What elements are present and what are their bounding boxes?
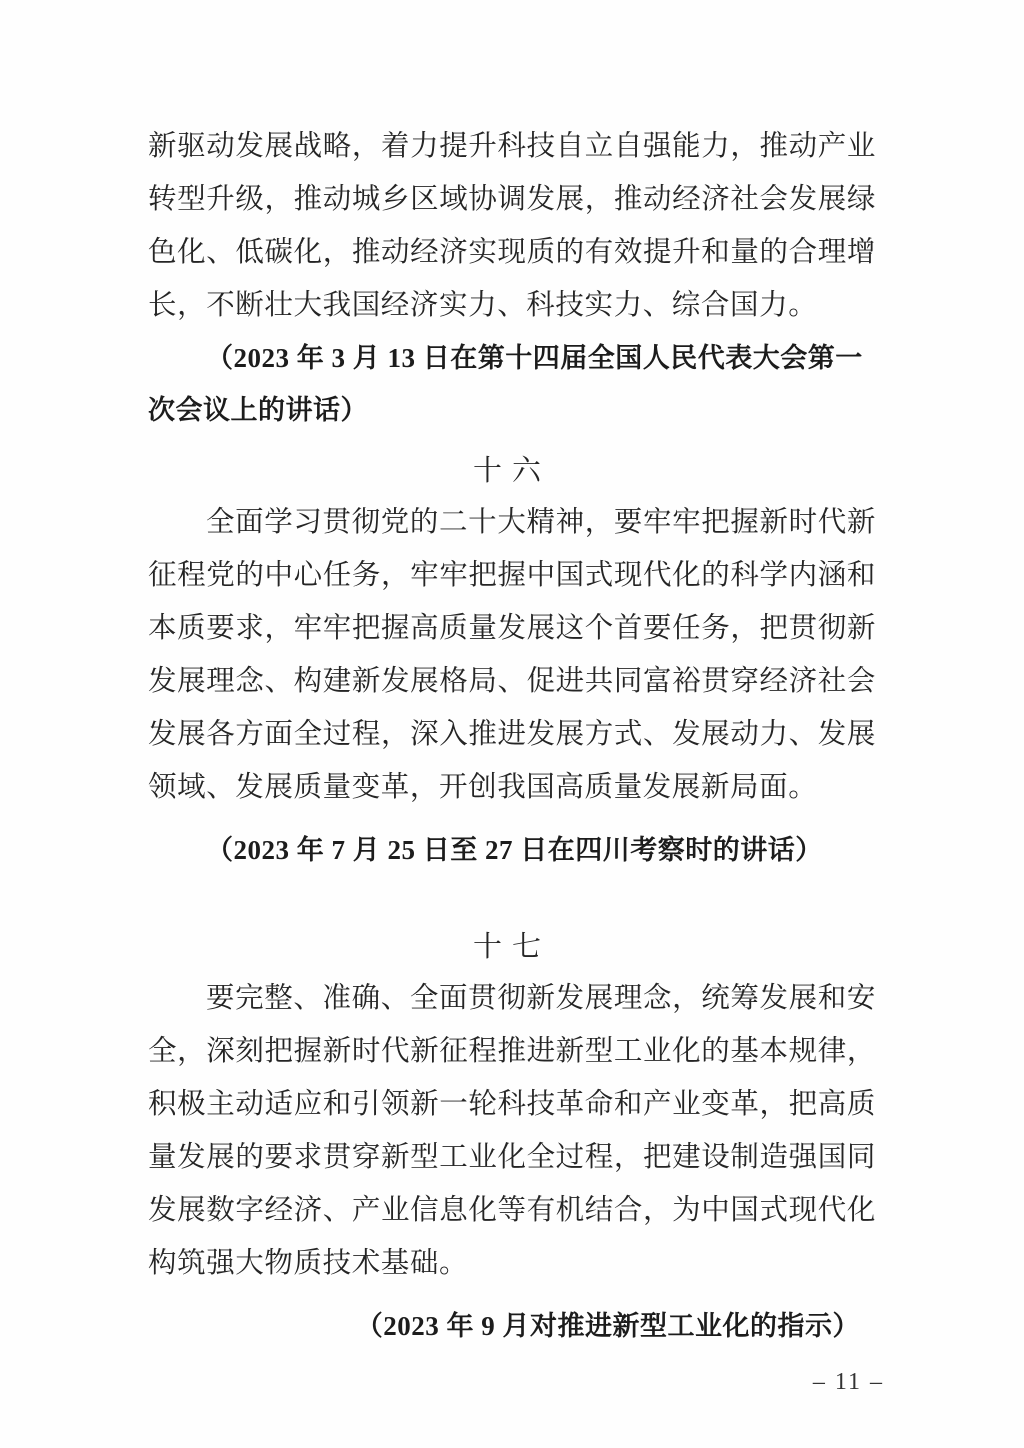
- paragraph-section-seventeen: 要完整、准确、全面贯彻新发展理念，统筹发展和安全，深刻把握新时代新征程推进新型工业化的基本规律，积极主动适应和引领新一轮科技革命和产业变革，把高质量发展的要求贯穿新型工业化全过程，把建设制造强国同发展数字经济、产业信息化等有机结合，为中国式现代化构筑强大物质技术基础。: [148, 983, 876, 1279]
- paragraph-section-sixteen: 全面学习贯彻党的二十大精神，要牢牢把握新时代新征程党的中心任务，牢牢把握中国式现代化的科学内涵和本质要求，牢牢把握高质量发展这个首要任务，把贯彻新发展理念、构建新发展格局、促进共同富裕贯穿经济社会发展各方面全过程，深入推进发展方式、发展动力、发展领域、发展质量变革，开创我国高质量发展新局面。: [148, 507, 876, 803]
- spacer: [148, 814, 876, 824]
- spacer: [148, 436, 876, 446]
- speech-source-citation-1: （2023 年 3 月 13 日在第十四届全国人民代表大会第一次会议上的讲话）: [148, 343, 863, 425]
- section-number-seventeen: 十七: [472, 931, 551, 963]
- page-content: [148, 120, 876, 1352]
- spacer: [148, 876, 876, 922]
- speech-source-citation-2: （2023 年 7 月 25 日至 27 日在四川考察时的讲话）: [206, 835, 823, 865]
- spacer: [148, 1290, 876, 1300]
- section-number-sixteen: 十六: [472, 455, 551, 487]
- speech-source-citation-3: （2023 年 9 月对推进新型工业化的指示）: [355, 1311, 860, 1341]
- paragraph-continued: 新驱动发展战略，着力提升科技自立自强能力，推动产业转型升级，推动城乡区域协调发展，推动经济社会发展绿色化、低碳化，推动经济实现质的有效提升和量的合理增长，不断壮大我国经济实力、科技实力、综合国力。: [148, 131, 876, 321]
- page-number: – 11 –: [812, 1369, 884, 1395]
